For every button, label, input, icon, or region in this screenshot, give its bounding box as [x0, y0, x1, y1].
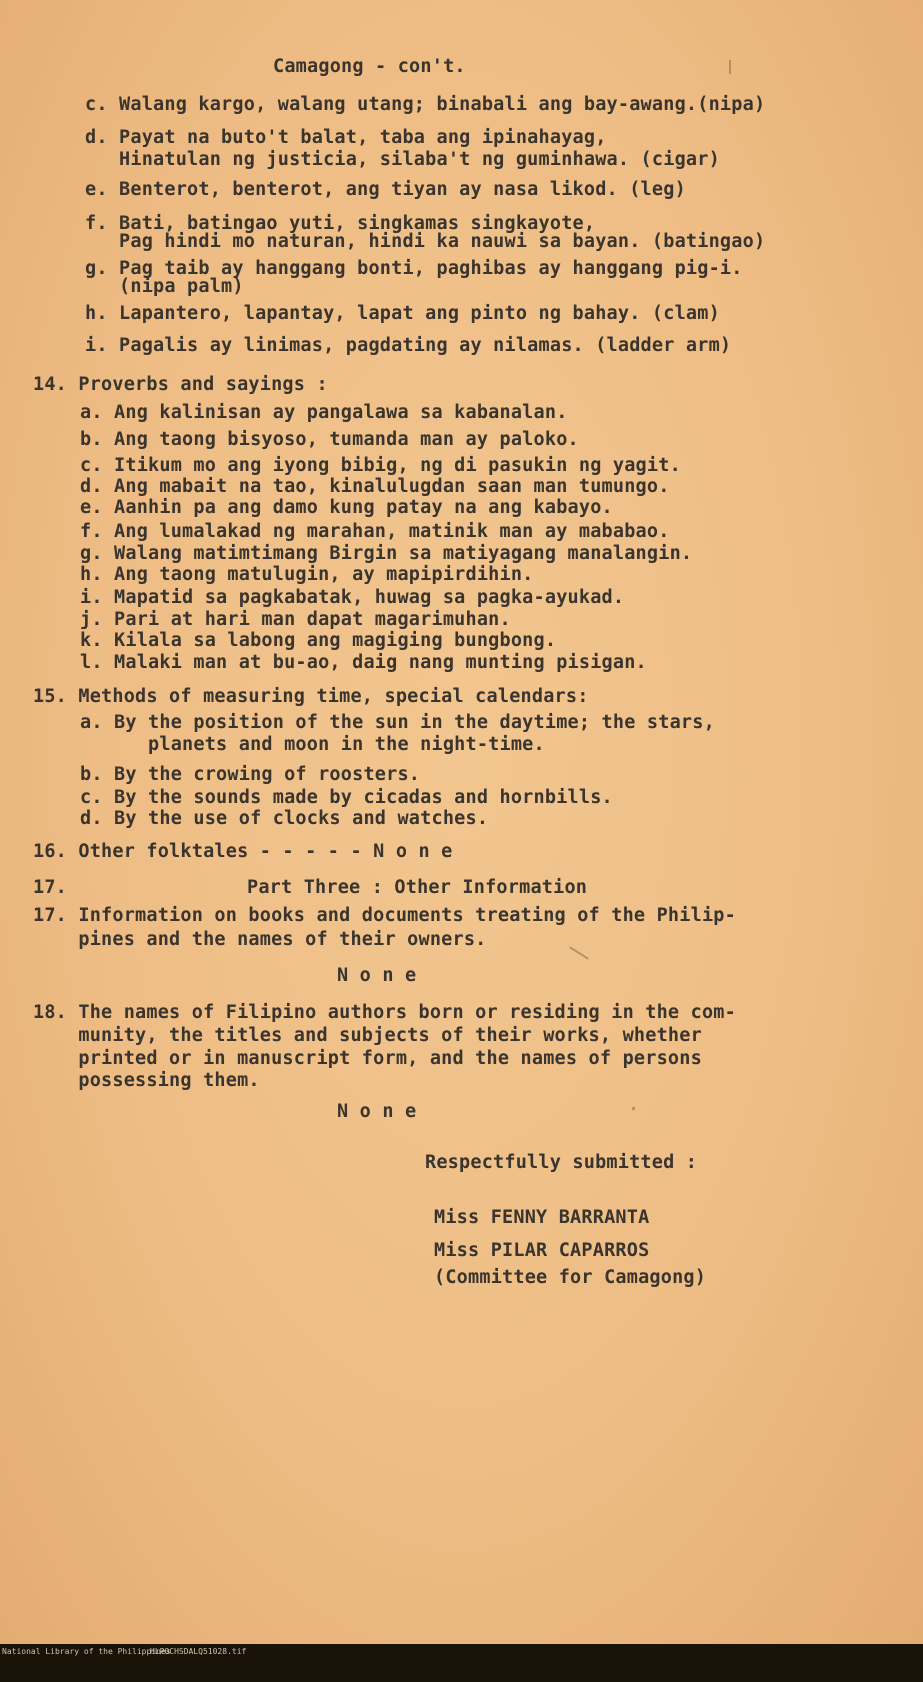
riddle-line: h. Lapantero, lapantay, lapat ang pinto ng bahay. (clam)	[85, 303, 720, 324]
section-16: 16. Other folktales - - - - - N o n e	[33, 841, 453, 862]
section-17-text: 17. Information on books and documents treating of the Philip-	[33, 905, 736, 926]
section-18-text: 18. The names of Filipino authors born or residing in the com-	[33, 1002, 736, 1023]
proverb-item: c. Itikum mo ang iyong bibig, ng di pasukin ng yagit.	[80, 455, 681, 476]
paper-stain	[729, 60, 731, 74]
proverb-item: i. Mapatid sa pagkabatak, huwag sa pagka-ayukad.	[80, 587, 625, 608]
library-credit: National Library of the Philippines	[2, 1647, 171, 1656]
riddle-line: e. Benterot, benterot, ang tiyan ay nasa likod. (leg)	[85, 179, 686, 200]
file-name: HLPOCHSDALQ51028.tif	[150, 1647, 247, 1656]
section-17-number: 17.	[33, 877, 68, 898]
proverb-item: j. Pari at hari man dapat magarimuhan.	[80, 609, 511, 630]
section-18-text: possessing them.	[33, 1070, 260, 1091]
riddle-line: Hinatulan ng justicia, silaba't ng guminhawa. (cigar)	[85, 149, 720, 170]
none-label: N o n e	[337, 1101, 417, 1122]
riddle-line: d. Payat na buto't balat, taba ang ipinahayag,	[85, 127, 607, 148]
proverb-item: l. Malaki man at bu-ao, daig nang munting pisigan.	[80, 652, 647, 673]
riddle-line: (nipa palm)	[85, 276, 244, 297]
committee-name: (Committee for Camagong)	[434, 1267, 707, 1288]
closing-line: Respectfully submitted :	[425, 1152, 698, 1173]
section-18-text: munity, the titles and subjects of their works, whether	[33, 1025, 702, 1046]
section-15-title: 15. Methods of measuring time, special calendars:	[33, 686, 589, 707]
scan-footer	[0, 1646, 923, 1658]
section-14-title: 14. Proverbs and sayings :	[33, 374, 328, 395]
proverb-item: d. Ang mabait na tao, kinalulugdan saan man tumungo.	[80, 476, 670, 497]
proverb-item: e. Aanhin pa ang damo kung patay na ang kabayo.	[80, 497, 613, 518]
paper-stain	[632, 1107, 635, 1110]
riddle-line: g. Pag taib ay hanggang bonti, paghibas ay hanggang pig-i.	[85, 258, 743, 279]
proverb-item: f. Ang lumalakad ng marahan, matinik man ay mababao.	[80, 521, 670, 542]
riddle-line: i. Pagalis ay linimas, pagdating ay nilamas. (ladder arm)	[85, 335, 732, 356]
time-method-item: b. By the crowing of roosters.	[80, 764, 421, 785]
signatory-name: Miss FENNY BARRANTA	[434, 1207, 650, 1228]
riddle-line: c. Walang kargo, walang utang; binabali ang bay-awang.(nipa)	[85, 94, 766, 115]
section-17-text: pines and the names of their owners.	[33, 929, 487, 950]
section-18-text: printed or in manuscript form, and the names of persons	[33, 1048, 702, 1069]
proverb-item: h. Ang taong matulugin, ay mapipirdihin.	[80, 564, 534, 585]
proverb-item: k. Kilala sa labong ang magiging bungbong.	[80, 630, 557, 651]
proverb-item: g. Walang matimtimang Birgin sa matiyagang manalangin.	[80, 543, 693, 564]
proverb-item: a. Ang kalinisan ay pangalawa sa kabanalan.	[80, 402, 568, 423]
paper-stain	[569, 946, 589, 959]
riddle-line: f. Bati, batingao yuti, singkamas singkayote,	[85, 213, 596, 234]
signatory-name: Miss PILAR CAPARROS	[434, 1240, 650, 1261]
time-method-item: planets and moon in the night-time.	[80, 734, 545, 755]
riddle-line: Pag hindi mo naturan, hindi ka nauwi sa bayan. (batingao)	[85, 231, 766, 252]
part-three-title: Part Three : Other Information	[247, 877, 588, 898]
page-heading: Camagong - con't.	[273, 56, 466, 77]
time-method-item: a. By the position of the sun in the daytime; the stars,	[80, 712, 715, 733]
proverb-item: b. Ang taong bisyoso, tumanda man ay paloko.	[80, 429, 579, 450]
time-method-item: d. By the use of clocks and watches.	[80, 808, 489, 829]
none-label: N o n e	[337, 965, 417, 986]
time-method-item: c. By the sounds made by cicadas and hornbills.	[80, 787, 613, 808]
